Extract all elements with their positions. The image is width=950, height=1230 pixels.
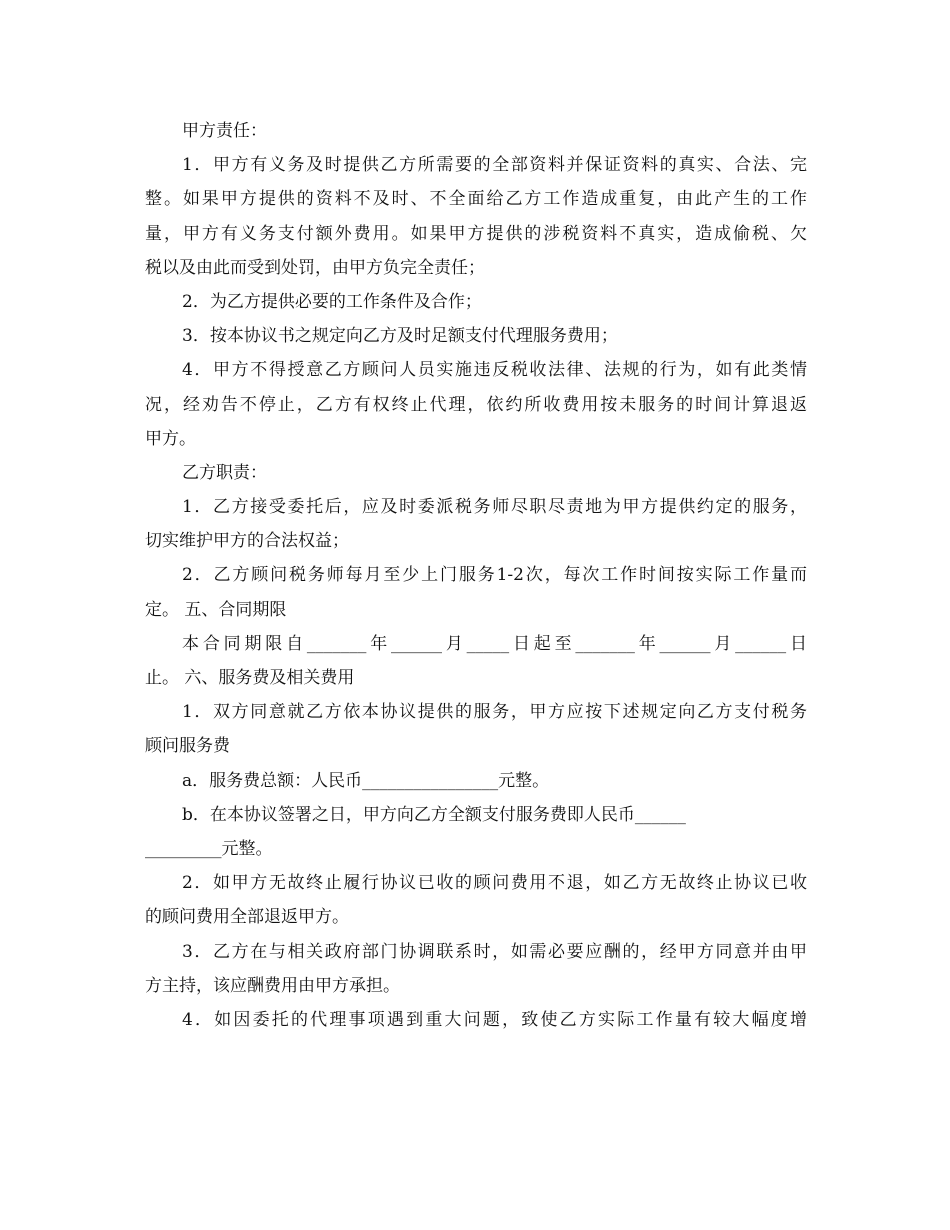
paragraph-line: 4．如因委托的代理事项遇到重大问题，致使乙方实际工作量有较大幅度增: [182, 1009, 807, 1030]
paragraph-line: 1．乙方接受委托后，应及时委派税务师尽职尽责地为甲方提供约定的服务，: [182, 497, 807, 518]
paragraph-line: 1．双方同意就乙方依本协议提供的服务，甲方应按下述规定向乙方支付税务: [182, 702, 807, 723]
paragraph-line: 税以及由此而受到处罚，由甲方负完全责任；: [145, 257, 485, 278]
paragraph-line: 2．为乙方提供必要的工作条件及合作；: [182, 291, 482, 312]
paragraph-line: 2．乙方顾问税务师每月至少上门服务1-2次，每次工作时间按实际工作量而: [182, 565, 807, 586]
paragraph-line: 定。 五、合同期限: [145, 599, 287, 620]
paragraph-line: 甲方。: [145, 428, 196, 449]
fee-total-line: a．服务费总额：人民币________________元整。: [182, 770, 550, 791]
paragraph-line: 3．乙方在与相关政府部门协调联系时，如需必要应酬的，经甲方同意并由甲: [182, 941, 807, 962]
paragraph-line: 4．甲方不得授意乙方顾问人员实施违反税收法律、法规的行为，如有此类情: [182, 360, 807, 381]
document-body: [145, 114, 807, 1037]
paragraph-line: 2．如甲方无故终止履行协议已收的顾问费用不退，如乙方无故终止协议已收: [182, 873, 807, 894]
fee-payment-line: b．在本协议签署之日，甲方向乙方全额支付服务费即人民币______: [182, 804, 686, 825]
paragraph-line: 量，甲方有义务支付额外费用。如果甲方提供的涉税资料不真实，造成偷税、欠: [145, 223, 807, 244]
paragraph-line: 切实维护甲方的合法权益；: [145, 531, 349, 552]
paragraph-line: 况，经劝告不停止，乙方有权终止代理，依约所收费用按未服务的时间计算退返: [145, 394, 807, 415]
paragraph-line: 3．按本协议书之规定向乙方及时足额支付代理服务费用；: [182, 326, 618, 347]
section-heading-party-b: 乙方职责：: [182, 462, 267, 483]
paragraph-line: 方主持，该应酬费用由甲方承担。: [145, 975, 400, 996]
section-heading-party-a: 甲方责任：: [182, 121, 267, 141]
paragraph-line: 止。 六、服务费及相关费用: [145, 668, 355, 688]
paragraph-line: 的顾问费用全部退返甲方。: [145, 907, 349, 928]
paragraph-line: 整。如果甲方提供的资料不及时、不全面给乙方工作造成重复，由此产生的工作: [145, 189, 807, 210]
contract-term-line: 本合同期限自_______年______月_____日起至_______年______月______日: [182, 633, 807, 654]
paragraph-line: _________元整。: [145, 838, 273, 859]
paragraph-line: 1．甲方有义务及时提供乙方所需要的全部资料并保证资料的真实、合法、完: [182, 155, 807, 176]
paragraph-line: 顾问服务费: [145, 736, 230, 757]
